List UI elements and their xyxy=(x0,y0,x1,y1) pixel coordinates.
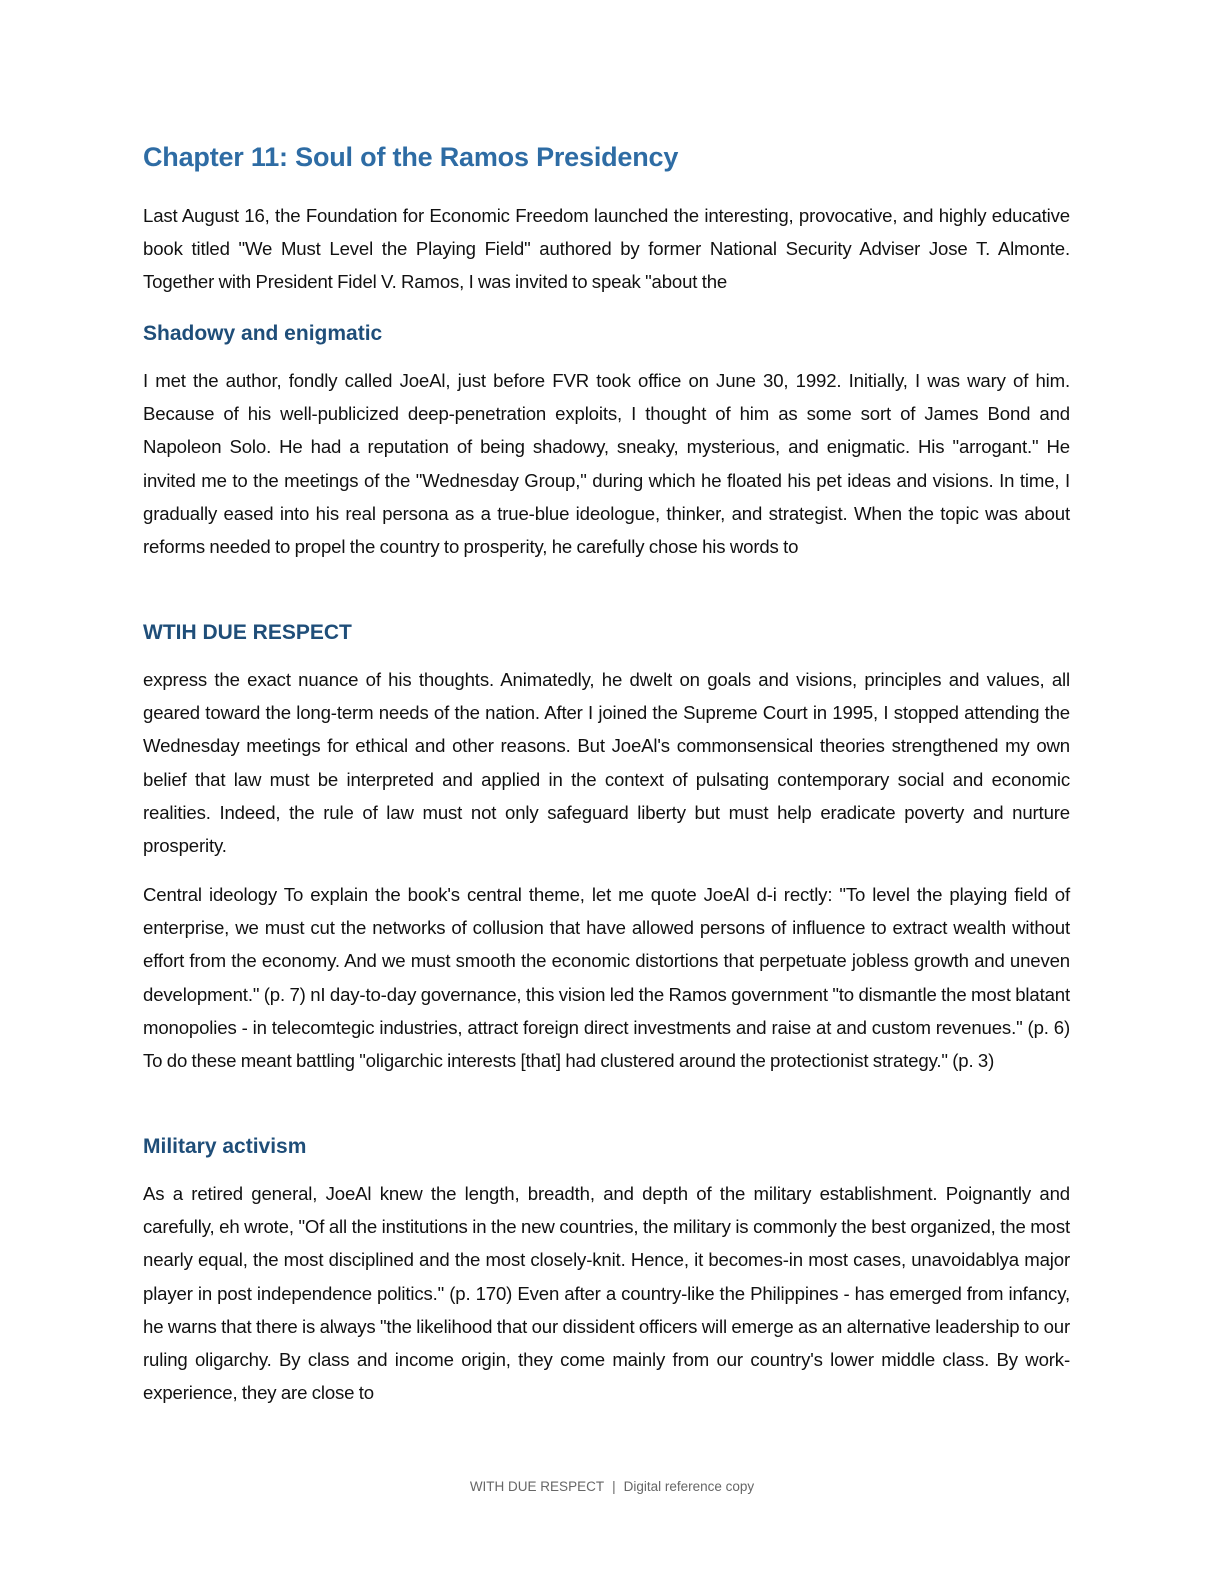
footer-note: Digital reference copy xyxy=(623,1479,755,1494)
page-footer xyxy=(0,1479,1224,1494)
footer-separator: | xyxy=(612,1479,616,1494)
section-heading-military: Military activism xyxy=(143,1135,307,1158)
section-heading-shadowy: Shadowy and enigmatic xyxy=(143,322,383,345)
paragraph-author: I met the author, fondly called JoeAl, just before FVR took office on June 30, 1992. Initially, I was wary of him. Because of his well-publicized deep-penetration exploits, I thought of him as some sort of James Bond and Napoleon Solo. He had a reputation of being shadowy, sneaky, mysterious, and enigmatic. His "arrogant." He invited me to the meetings of the "Wednesday Group," during which he floated his pet ideas and visions. In time, I gradually eased into his real persona as a true-blue ideologue, thinker, and strategist. When the topic was about reforms needed to propel the country to prosperity, he carefully chose his words to xyxy=(143,370,1070,558)
footer-title: WITH DUE RESPECT xyxy=(469,1479,605,1494)
paragraph-intro: Last August 16, the Foundation for Economic Freedom launched the interesting, provocative, and highly educative book titled "We Must Level the Playing Field" authored by former National Security Adviser Jose T. Almonte. Together with President Fidel V. Ramos, I was invited to speak "about the xyxy=(143,205,1070,293)
chapter-title: Chapter 11: Soul of the Ramos Presidency xyxy=(143,142,679,172)
paragraph-military: As a retired general, JoeAl knew the length, breadth, and depth of the military establishment. Poignantly and carefully, eh wrote, "Of all the institutions in the new countries, the military is commonly the best organized, the most nearly equal, the most disciplined and the most closely-knit. Hence, it becomes-in most cases, unavoidablya major player in post independence politics." (p. 170) Even after a country-like the Philippines - has emerged from infancy, he warns that there is always "the likelihood that our dissident officers will emerge as an alternative leadership to our ruling oligarchy. By class and income origin, they come mainly from our country's lower middle class. By work-experience, they are close to xyxy=(143,1183,1070,1404)
paragraph-nuance: express the exact nuance of his thoughts. Animatedly, he dwelt on goals and visions, principles and values, all geared toward the long-term needs of the nation. After I joined the Supreme Court in 1995, I stopped attending the Wednesday meetings for ethical and other reasons. But JoeAl's commonsensical theories strengthened my own belief that law must be interpreted and applied in the context of pulsating contemporary social and economic realities. Indeed, the rule of law must not only safeguard liberty but must help eradicate poverty and nurture prosperity. xyxy=(143,669,1070,857)
section-heading-due-respect: WTIH DUE RESPECT xyxy=(143,621,352,644)
paragraph-central-ideology: Central ideology To explain the book's central theme, let me quote JoeAl d-i rectly: "To level the playing field of enterprise, we must cut the networks of collusion that have allowed persons of influence to extract wealth without effort from the economy. And we must smooth the economic distortions that perpetuate jobless growth and uneven development." (p. 7) nI day-to-day governance, this vision led the Ramos government "to dismantle the most blatant monopolies - in telecomtegic industries, attract foreign direct investments and raise at and custom revenues." (p. 6) To do these meant battling "oligarchic interests [that] had clustered around the protectionist strategy." (p. 3) xyxy=(143,884,1070,1072)
